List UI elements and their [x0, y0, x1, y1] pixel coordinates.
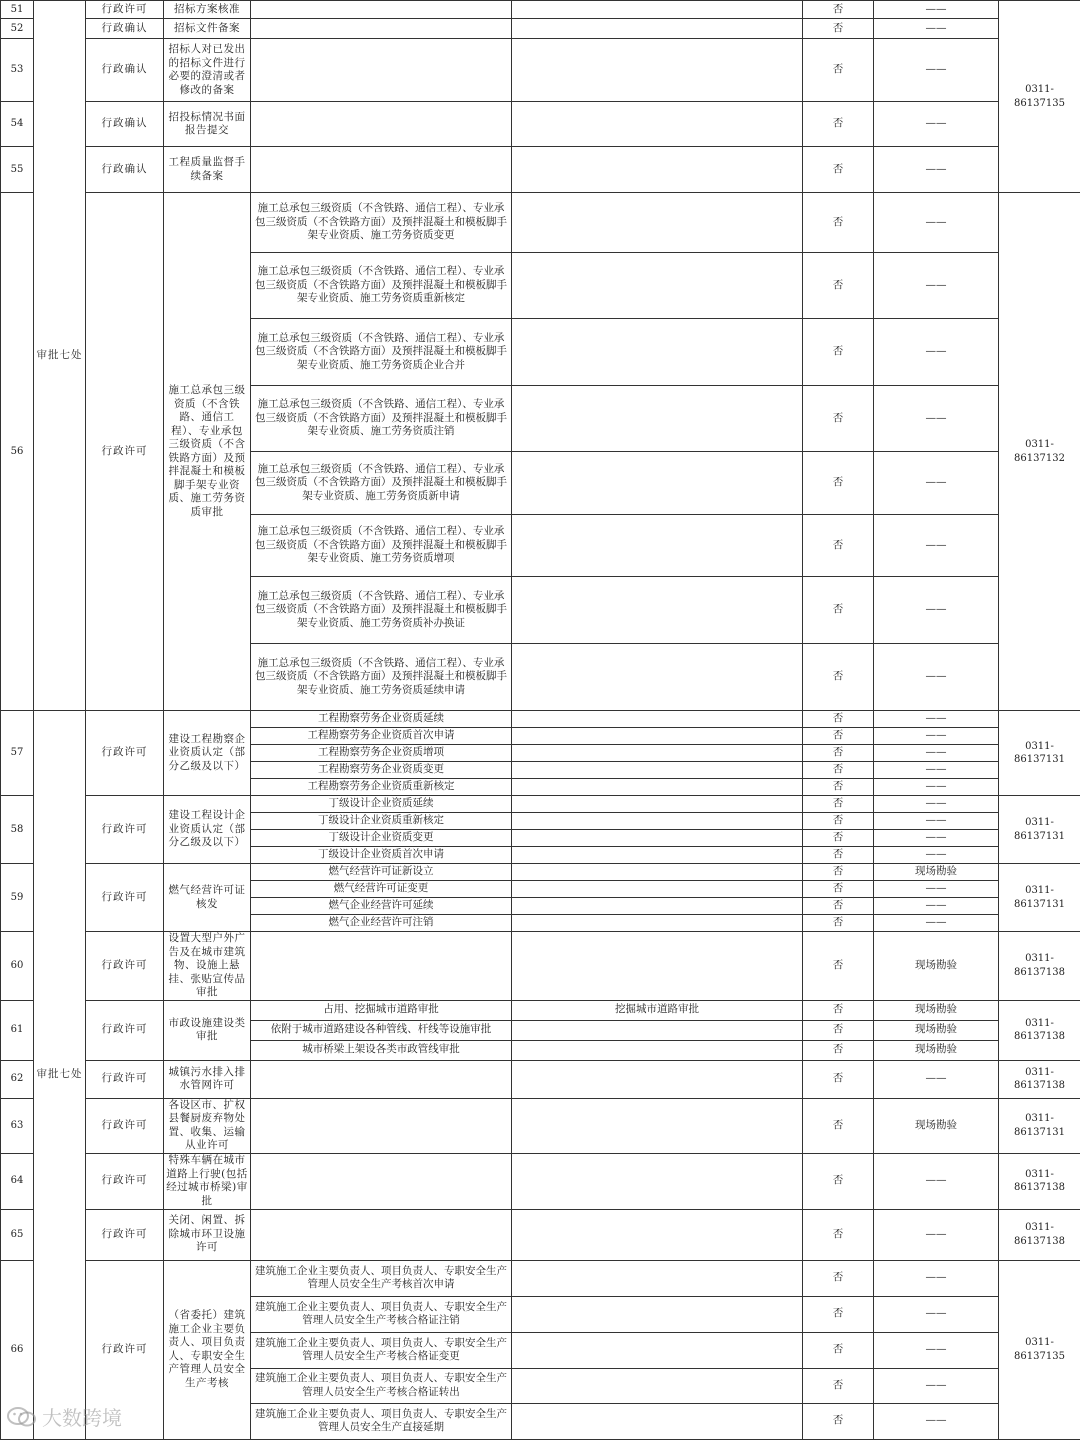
department-cell: 审批七处: [34, 1, 86, 711]
inspection-cell: ——: [874, 915, 999, 932]
flag-cell: 否: [803, 1332, 874, 1368]
sub-item-detail: [512, 1020, 803, 1040]
sub-item: 丁级设计企业资质变更: [251, 830, 512, 847]
flag-cell: 否: [803, 193, 874, 253]
inspection-cell: ——: [874, 1260, 999, 1296]
sub-item: 建筑施工企业主要负责人、项目负责人、专职安全生产管理人员安全生产考核首次申请: [251, 1260, 512, 1296]
flag-cell: 否: [803, 796, 874, 813]
item-name: 招标文件备案: [164, 19, 251, 39]
inspection-cell: ——: [874, 1403, 999, 1439]
flag-cell: 否: [803, 19, 874, 39]
inspection-cell: ——: [874, 147, 999, 193]
sub-item-detail: [512, 253, 803, 319]
table-row: [1, 1209, 1080, 1260]
table-row: [1, 102, 1080, 147]
sub-item: 燃气经营许可证变更: [251, 881, 512, 898]
sub-item-detail: [512, 779, 803, 796]
phone-cell: 0311-86137131: [999, 864, 1080, 932]
item-name: 招标人对已发出的招标文件进行必要的澄清或者修改的备案: [164, 39, 251, 102]
flag-cell: 否: [803, 102, 874, 147]
sub-item: 施工总承包三级资质（不含铁路、通信工程）、专业承包三级资质（不含铁路方面）及预拌混凝土和模板脚手架专业资质、施工劳务资质增项: [251, 515, 512, 577]
sub-item: 施工总承包三级资质（不含铁路、通信工程）、专业承包三级资质（不含铁路方面）及预拌混凝土和模板脚手架专业资质、施工劳务资质重新核定: [251, 253, 512, 319]
sub-item-detail: [512, 1260, 803, 1296]
sub-item: 丁级设计企业资质重新核定: [251, 813, 512, 830]
inspection-cell: ——: [874, 1368, 999, 1403]
flag-cell: 否: [803, 779, 874, 796]
sub-item-detail: [512, 813, 803, 830]
phone-cell: 0311-86137138: [999, 1060, 1080, 1098]
sub-item-detail: [512, 796, 803, 813]
sub-item-detail: [512, 386, 803, 452]
item-name: 关闭、闲置、拆除城市环卫设施许可: [164, 1209, 251, 1260]
sub-item: 工程勘察劳务企业资质重新核定: [251, 779, 512, 796]
sub-item: [251, 19, 512, 39]
inspection-cell: ——: [874, 644, 999, 711]
inspection-cell: ——: [874, 39, 999, 102]
inspection-cell: 现场勘验: [874, 1000, 999, 1020]
sub-item-detail: 挖掘城市道路审批: [512, 1000, 803, 1020]
sub-item: [251, 1209, 512, 1260]
phone-cell: 0311-86137132: [999, 193, 1080, 711]
item-name: 各设区市、扩权县餐厨废弃物处置、收集、运输从业许可: [164, 1098, 251, 1153]
phone-cell: 0311-86137135: [999, 1260, 1080, 1439]
sub-item-detail: [512, 102, 803, 147]
sub-item-detail: [512, 1368, 803, 1403]
inspection-cell: ——: [874, 762, 999, 779]
sub-item: 依附于城市道路建设各种管线、杆线等设施审批: [251, 1020, 512, 1040]
table-row: [1, 193, 1080, 253]
phone-cell: 0311-86137131: [999, 796, 1080, 864]
item-type: 行政许可: [86, 1000, 164, 1060]
inspection-cell: ——: [874, 898, 999, 915]
sub-item-detail: [512, 1153, 803, 1209]
flag-cell: 否: [803, 1060, 874, 1098]
sub-item-detail: [512, 915, 803, 932]
sub-item: 燃气企业经营许可延续: [251, 898, 512, 915]
sub-item-detail: [512, 728, 803, 745]
row-number: 53: [1, 39, 34, 102]
table-row: [1, 39, 1080, 102]
wechat-logo-icon: [6, 1405, 38, 1429]
inspection-cell: ——: [874, 728, 999, 745]
sub-item-detail: [512, 39, 803, 102]
item-type: 行政许可: [86, 864, 164, 932]
row-number: 62: [1, 1060, 34, 1098]
row-number: 58: [1, 796, 34, 864]
item-type: 行政许可: [86, 796, 164, 864]
row-number: 54: [1, 102, 34, 147]
row-number: 66: [1, 1260, 34, 1439]
inspection-cell: ——: [874, 102, 999, 147]
flag-cell: 否: [803, 762, 874, 779]
sub-item-detail: [512, 577, 803, 644]
sub-item-detail: [512, 1098, 803, 1153]
sub-item-detail: [512, 932, 803, 1001]
item-type: 行政许可: [86, 1, 164, 19]
inspection-cell: ——: [874, 881, 999, 898]
sub-item: [251, 932, 512, 1001]
row-number: 51: [1, 1, 34, 19]
sub-item: 丁级设计企业资质延续: [251, 796, 512, 813]
sub-item: 施工总承包三级资质（不含铁路、通信工程）、专业承包三级资质（不含铁路方面）及预拌混凝土和模板脚手架专业资质、施工劳务资质企业合并: [251, 319, 512, 386]
item-name: 市政设施建设类审批: [164, 1000, 251, 1060]
item-type: 行政确认: [86, 102, 164, 147]
table-row: [1, 147, 1080, 193]
sub-item-detail: [512, 847, 803, 864]
item-type: 行政确认: [86, 147, 164, 193]
flag-cell: 否: [803, 1260, 874, 1296]
sub-item: 城市桥梁上架设各类市政管线审批: [251, 1040, 512, 1060]
inspection-cell: ——: [874, 796, 999, 813]
inspection-cell: ——: [874, 515, 999, 577]
flag-cell: 否: [803, 1296, 874, 1332]
inspection-cell: ——: [874, 830, 999, 847]
sub-item-detail: [512, 898, 803, 915]
table-row: [1, 796, 1080, 813]
sub-item: 燃气企业经营许可注销: [251, 915, 512, 932]
phone-cell: 0311-86137138: [999, 1000, 1080, 1060]
item-type: 行政许可: [86, 932, 164, 1001]
phone-cell: 0311-86137131: [999, 1098, 1080, 1153]
flag-cell: 否: [803, 1403, 874, 1439]
item-name: 工程质量监督手续备案: [164, 147, 251, 193]
sub-item: 工程勘察劳务企业资质首次申请: [251, 728, 512, 745]
sub-item-detail: [512, 1040, 803, 1060]
flag-cell: 否: [803, 881, 874, 898]
item-name: 燃气经营许可证核发: [164, 864, 251, 932]
inspection-cell: ——: [874, 1332, 999, 1368]
inspection-cell: ——: [874, 452, 999, 515]
table-row: [1, 1000, 1080, 1020]
table-row: [1, 932, 1080, 1001]
row-number: 63: [1, 1098, 34, 1153]
item-type: 行政许可: [86, 1060, 164, 1098]
flag-cell: 否: [803, 1000, 874, 1020]
inspection-cell: ——: [874, 577, 999, 644]
phone-cell: 0311-86137138: [999, 1153, 1080, 1209]
flag-cell: 否: [803, 1, 874, 19]
item-name: 特殊车辆在城市道路上行驶(包括经过城市桥梁)审批: [164, 1153, 251, 1209]
inspection-cell: 现场勘验: [874, 864, 999, 881]
sub-item-detail: [512, 644, 803, 711]
sub-item: 占用、挖掘城市道路审批: [251, 1000, 512, 1020]
flag-cell: 否: [803, 745, 874, 762]
sub-item: 工程勘察劳务企业资质变更: [251, 762, 512, 779]
table-row: [1, 1, 1080, 19]
inspection-cell: ——: [874, 386, 999, 452]
flag-cell: 否: [803, 813, 874, 830]
inspection-cell: ——: [874, 1209, 999, 1260]
table-row: [1, 1098, 1080, 1153]
item-type: 行政确认: [86, 19, 164, 39]
row-number: 60: [1, 932, 34, 1001]
sub-item-detail: [512, 711, 803, 728]
flag-cell: 否: [803, 1368, 874, 1403]
inspection-cell: ——: [874, 19, 999, 39]
item-name: 设置大型户外广告及在城市建筑物、设施上悬挂、张贴宣传品审批: [164, 932, 251, 1001]
item-name: 建设工程设计企业资质认定（部分乙级及以下）: [164, 796, 251, 864]
sub-item-detail: [512, 1296, 803, 1332]
inspection-cell: ——: [874, 319, 999, 386]
inspection-cell: ——: [874, 745, 999, 762]
phone-cell: 0311-86137135: [999, 1, 1080, 193]
sub-item: [251, 1153, 512, 1209]
sub-item: 建筑施工企业主要负责人、项目负责人、专职安全生产管理人员安全生产直接延期: [251, 1403, 512, 1439]
table-row: [1, 19, 1080, 39]
inspection-cell: 现场勘验: [874, 1098, 999, 1153]
sub-item: [251, 147, 512, 193]
sub-item: [251, 102, 512, 147]
sub-item-detail: [512, 1060, 803, 1098]
item-type: 行政许可: [86, 1098, 164, 1153]
row-number: 64: [1, 1153, 34, 1209]
row-number: 61: [1, 1000, 34, 1060]
flag-cell: 否: [803, 644, 874, 711]
item-name: （省委托）建筑施工企业主要负责人、项目负责人、专职安全生产管理人员安全生产考核: [164, 1260, 251, 1439]
sub-item: 施工总承包三级资质（不含铁路、通信工程）、专业承包三级资质（不含铁路方面）及预拌混凝土和模板脚手架专业资质、施工劳务资质注销: [251, 386, 512, 452]
flag-cell: 否: [803, 932, 874, 1001]
sub-item: 建筑施工企业主要负责人、项目负责人、专职安全生产管理人员安全生产考核合格证变更: [251, 1332, 512, 1368]
sub-item-detail: [512, 864, 803, 881]
sub-item: 丁级设计企业资质首次申请: [251, 847, 512, 864]
sub-item-detail: [512, 1403, 803, 1439]
item-name: 招投标情况书面报告提交: [164, 102, 251, 147]
row-number: 57: [1, 711, 34, 796]
table-row: [1, 1153, 1080, 1209]
sub-item-detail: [512, 1, 803, 19]
flag-cell: 否: [803, 452, 874, 515]
sub-item: 施工总承包三级资质（不含铁路、通信工程）、专业承包三级资质（不含铁路方面）及预拌混凝土和模板脚手架专业资质、施工劳务资质补办换证: [251, 577, 512, 644]
table-row: [1, 711, 1080, 728]
inspection-cell: 现场勘验: [874, 1040, 999, 1060]
item-name: 建设工程勘察企业资质认定（部分乙级及以下）: [164, 711, 251, 796]
flag-cell: 否: [803, 864, 874, 881]
item-type: 行政许可: [86, 193, 164, 711]
sub-item: [251, 1098, 512, 1153]
sub-item-detail: [512, 881, 803, 898]
flag-cell: 否: [803, 1098, 874, 1153]
inspection-cell: 现场勘验: [874, 932, 999, 1001]
flag-cell: 否: [803, 386, 874, 452]
sub-item-detail: [512, 830, 803, 847]
item-type: 行政许可: [86, 711, 164, 796]
phone-cell: 0311-86137138: [999, 932, 1080, 1001]
sub-item: [251, 39, 512, 102]
inspection-cell: ——: [874, 1296, 999, 1332]
sub-item: 工程勘察劳务企业资质延续: [251, 711, 512, 728]
sub-item: 燃气经营许可证新设立: [251, 864, 512, 881]
sub-item: [251, 1060, 512, 1098]
flag-cell: 否: [803, 577, 874, 644]
inspection-cell: ——: [874, 1, 999, 19]
inspection-cell: ——: [874, 193, 999, 253]
flag-cell: 否: [803, 39, 874, 102]
phone-cell: 0311-86137131: [999, 711, 1080, 796]
item-name: 施工总承包三级资质（不含铁路、通信工程）、专业承包三级资质（不含铁路方面）及预拌混凝土和模板脚手架专业资质、施工劳务资质审批: [164, 193, 251, 711]
sub-item: 建筑施工企业主要负责人、项目负责人、专职安全生产管理人员安全生产考核合格证注销: [251, 1296, 512, 1332]
sub-item-detail: [512, 745, 803, 762]
inspection-cell: ——: [874, 847, 999, 864]
sub-item-detail: [512, 515, 803, 577]
sub-item: 施工总承包三级资质（不含铁路、通信工程）、专业承包三级资质（不含铁路方面）及预拌混凝土和模板脚手架专业资质、施工劳务资质延续申请: [251, 644, 512, 711]
flag-cell: 否: [803, 830, 874, 847]
inspection-cell: ——: [874, 1153, 999, 1209]
row-number: 55: [1, 147, 34, 193]
department-cell: 审批七处: [34, 711, 86, 1440]
flag-cell: 否: [803, 253, 874, 319]
item-type: 行政确认: [86, 39, 164, 102]
watermark: [6, 1402, 122, 1431]
table-row: [1, 864, 1080, 881]
item-name: 城镇污水排入排水管网许可: [164, 1060, 251, 1098]
inspection-cell: ——: [874, 813, 999, 830]
table-row: [1, 1260, 1080, 1296]
sub-item-detail: [512, 1209, 803, 1260]
item-type: 行政许可: [86, 1209, 164, 1260]
flag-cell: 否: [803, 915, 874, 932]
sub-item: 建筑施工企业主要负责人、项目负责人、专职安全生产管理人员安全生产考核合格证转出: [251, 1368, 512, 1403]
inspection-cell: ——: [874, 1060, 999, 1098]
row-number: 59: [1, 864, 34, 932]
flag-cell: 否: [803, 711, 874, 728]
item-type: 行政许可: [86, 1153, 164, 1209]
inspection-cell: ——: [874, 711, 999, 728]
inspection-cell: ——: [874, 253, 999, 319]
flag-cell: 否: [803, 1153, 874, 1209]
flag-cell: 否: [803, 728, 874, 745]
sub-item-detail: [512, 193, 803, 253]
phone-cell: 0311-86137138: [999, 1209, 1080, 1260]
item-name: 招标方案核准: [164, 1, 251, 19]
watermark-text: 大数跨境: [42, 1402, 122, 1431]
item-type: 行政许可: [86, 1260, 164, 1439]
row-number: 56: [1, 193, 34, 711]
flag-cell: 否: [803, 515, 874, 577]
inspection-cell: 现场勘验: [874, 1020, 999, 1040]
sub-item-detail: [512, 147, 803, 193]
sub-item: 工程勘察劳务企业资质增项: [251, 745, 512, 762]
flag-cell: 否: [803, 319, 874, 386]
table-row: [1, 1060, 1080, 1098]
flag-cell: 否: [803, 847, 874, 864]
inspection-cell: ——: [874, 779, 999, 796]
flag-cell: 否: [803, 898, 874, 915]
row-number: 65: [1, 1209, 34, 1260]
sub-item: [251, 1, 512, 19]
sub-item: 施工总承包三级资质（不含铁路、通信工程）、专业承包三级资质（不含铁路方面）及预拌混凝土和模板脚手架专业资质、施工劳务资质新申请: [251, 452, 512, 515]
row-number: 52: [1, 19, 34, 39]
flag-cell: 否: [803, 147, 874, 193]
sub-item-detail: [512, 319, 803, 386]
flag-cell: 否: [803, 1209, 874, 1260]
sub-item-detail: [512, 1332, 803, 1368]
sub-item-detail: [512, 19, 803, 39]
flag-cell: 否: [803, 1040, 874, 1060]
sub-item: 施工总承包三级资质（不含铁路、通信工程）、专业承包三级资质（不含铁路方面）及预拌混凝土和模板脚手架专业资质、施工劳务资质变更: [251, 193, 512, 253]
sub-item-detail: [512, 762, 803, 779]
sub-item-detail: [512, 452, 803, 515]
flag-cell: 否: [803, 1020, 874, 1040]
